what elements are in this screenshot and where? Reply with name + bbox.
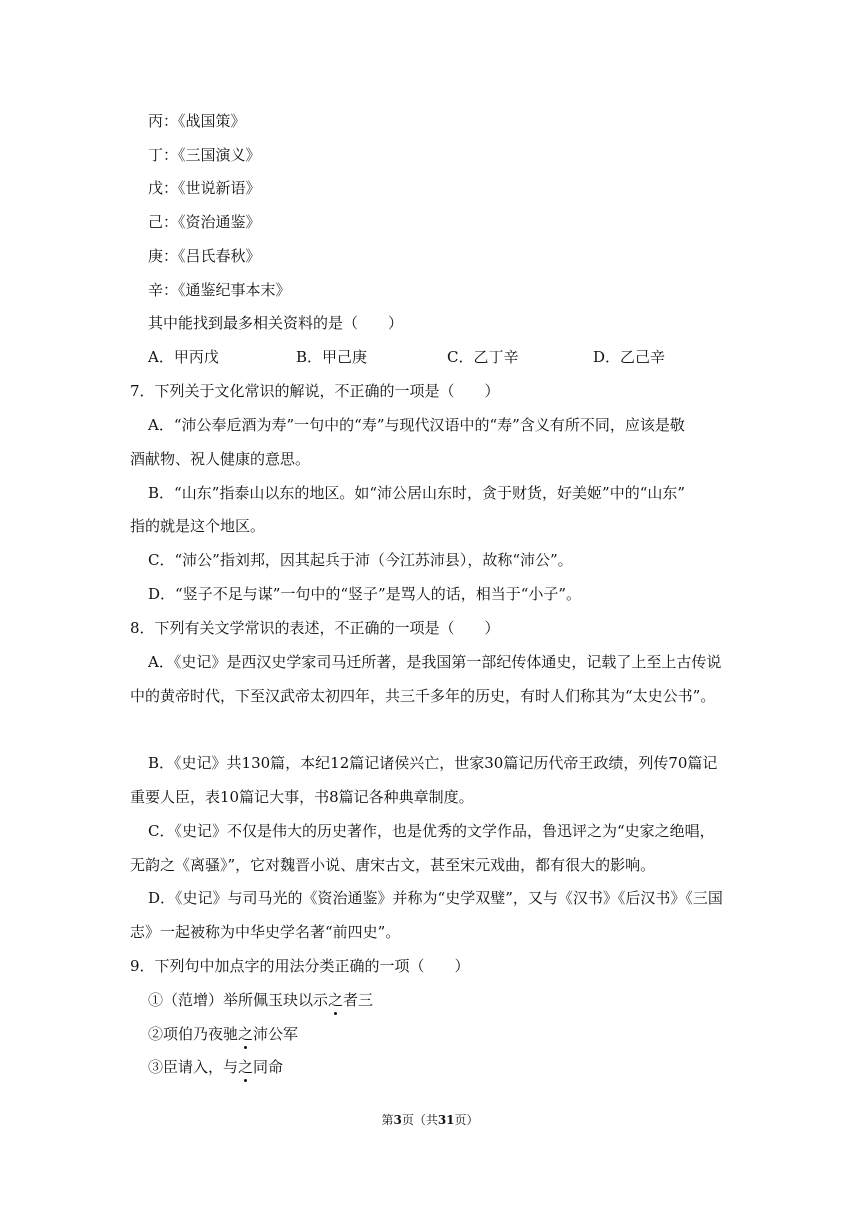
footer-total-pages: 31: [437, 1113, 455, 1127]
q9-sentence-3: [148, 1057, 283, 1077]
q8-option-a-line2: 中的黄帝时代，下至汉武帝太初四年，共三千多年的历史，有时人们称其为“太史公书”。: [130, 687, 716, 705]
q9-sentence-3-dotted-char: 之: [238, 1058, 254, 1076]
q6-question: 其中能找到最多相关资料的是（ ）: [148, 314, 404, 332]
q7-option-c: C．“沛公”指刘邦，因其起兵于沛（今江苏沛县），故称“沛公”。: [148, 551, 573, 569]
q8-option-b-line2: 重要人臣，表10篇记大事，书8篇记各种典章制度。: [130, 788, 474, 806]
q6-options: [148, 347, 748, 367]
footer-suffix: 页）: [454, 1113, 479, 1127]
q7-option-b-line2: 指的就是这个地区。: [130, 517, 266, 535]
q6-item-wu: 戊：《世说新语》: [148, 179, 261, 197]
q8-option-d-line1: D．《史记》与司马光的《资治通鉴》并称为“史学双璧”，又与《汉书》《后汉书》《三国: [148, 889, 723, 907]
q9-sentence-3-after: 同命: [253, 1058, 284, 1076]
q7-option-a-line1: A．“沛公奉卮酒为寿”一句中的“寿”与现代汉语中的“寿”含义有所不同，应该是敬: [148, 416, 685, 434]
q8-stem: 8．下列有关文学常识的表述，不正确的一项是（ ）: [130, 619, 500, 637]
q9-sentence-2-before: ②项伯乃夜驰: [148, 1025, 239, 1043]
q7-stem: 7．下列关于文化常识的解说，不正确的一项是（ ）: [130, 382, 500, 400]
q9-sentence-1-dotted-char: 之: [328, 991, 344, 1009]
q6-option-d: D．乙己辛: [593, 348, 666, 366]
page-footer: [0, 1112, 860, 1128]
footer-prefix: 第: [381, 1113, 394, 1127]
q8-option-b-line1: B．《史记》共130篇，本纪12篇记诸侯兴亡，世家30篇记历代帝王政绩，列传70篇记: [148, 754, 718, 772]
q9-sentence-3-before: ③臣请入，与: [148, 1058, 239, 1076]
footer-page-number: 3: [393, 1113, 402, 1127]
q9-stem: 9．下列句中加点字的用法分类正确的一项（ ）: [130, 957, 470, 975]
q9-sentence-1-after: 者三: [343, 991, 374, 1009]
q6-option-a: A．甲丙戊: [148, 348, 219, 366]
q7-option-a-line2: 酒献物、祝人健康的意思。: [130, 450, 311, 468]
q8-option-a-line1: A．《史记》是西汉史学家司马迁所著，是我国第一部纪传体通史，记载了上至上古传说: [148, 653, 722, 671]
q9-sentence-1-before: ①（范增）举所佩玉玦以示: [148, 991, 329, 1009]
q6-option-c: C．乙丁辛: [447, 348, 519, 366]
q6-item-ji: 己：《资治通鉴》: [148, 213, 261, 231]
q9-sentence-1: [148, 990, 373, 1010]
q7-option-b-line1: B．“山东”指泰山以东的地区。如“沛公居山东时，贪于财货，好美姬”中的“山东”: [148, 484, 686, 502]
footer-middle: 页（共: [401, 1113, 438, 1127]
q6-item-geng: 庚：《吕氏春秋》: [148, 247, 261, 265]
q6-item-xin: 辛：《通鉴纪事本末》: [148, 281, 291, 299]
q9-sentence-2-after: 沛公军: [253, 1025, 299, 1043]
q6-item-ding: 丁：《三国演义》: [148, 146, 261, 164]
q9-sentence-2: [148, 1024, 298, 1044]
q9-sentence-2-dotted-char: 之: [238, 1025, 254, 1043]
q8-option-c-line2: 无韵之《离骚》”，它对魏晋小说、唐宋古文，甚至宋元戏曲，都有很大的影响。: [130, 856, 656, 874]
q8-option-c-line1: C．《史记》不仅是伟大的历史著作，也是优秀的文学作品，鲁迅评之为“史家之绝唱，: [148, 822, 715, 840]
q7-option-d: D．“竖子不足与谋”一句中的“竖子”是骂人的话，相当于“小子”。: [148, 585, 582, 603]
q8-option-d-line2: 志》一起被称为中华史学名著“前四史”。: [130, 923, 401, 941]
q6-option-b: B．甲己庚: [296, 348, 368, 366]
q6-item-bing: 丙：《战国策》: [148, 112, 246, 130]
